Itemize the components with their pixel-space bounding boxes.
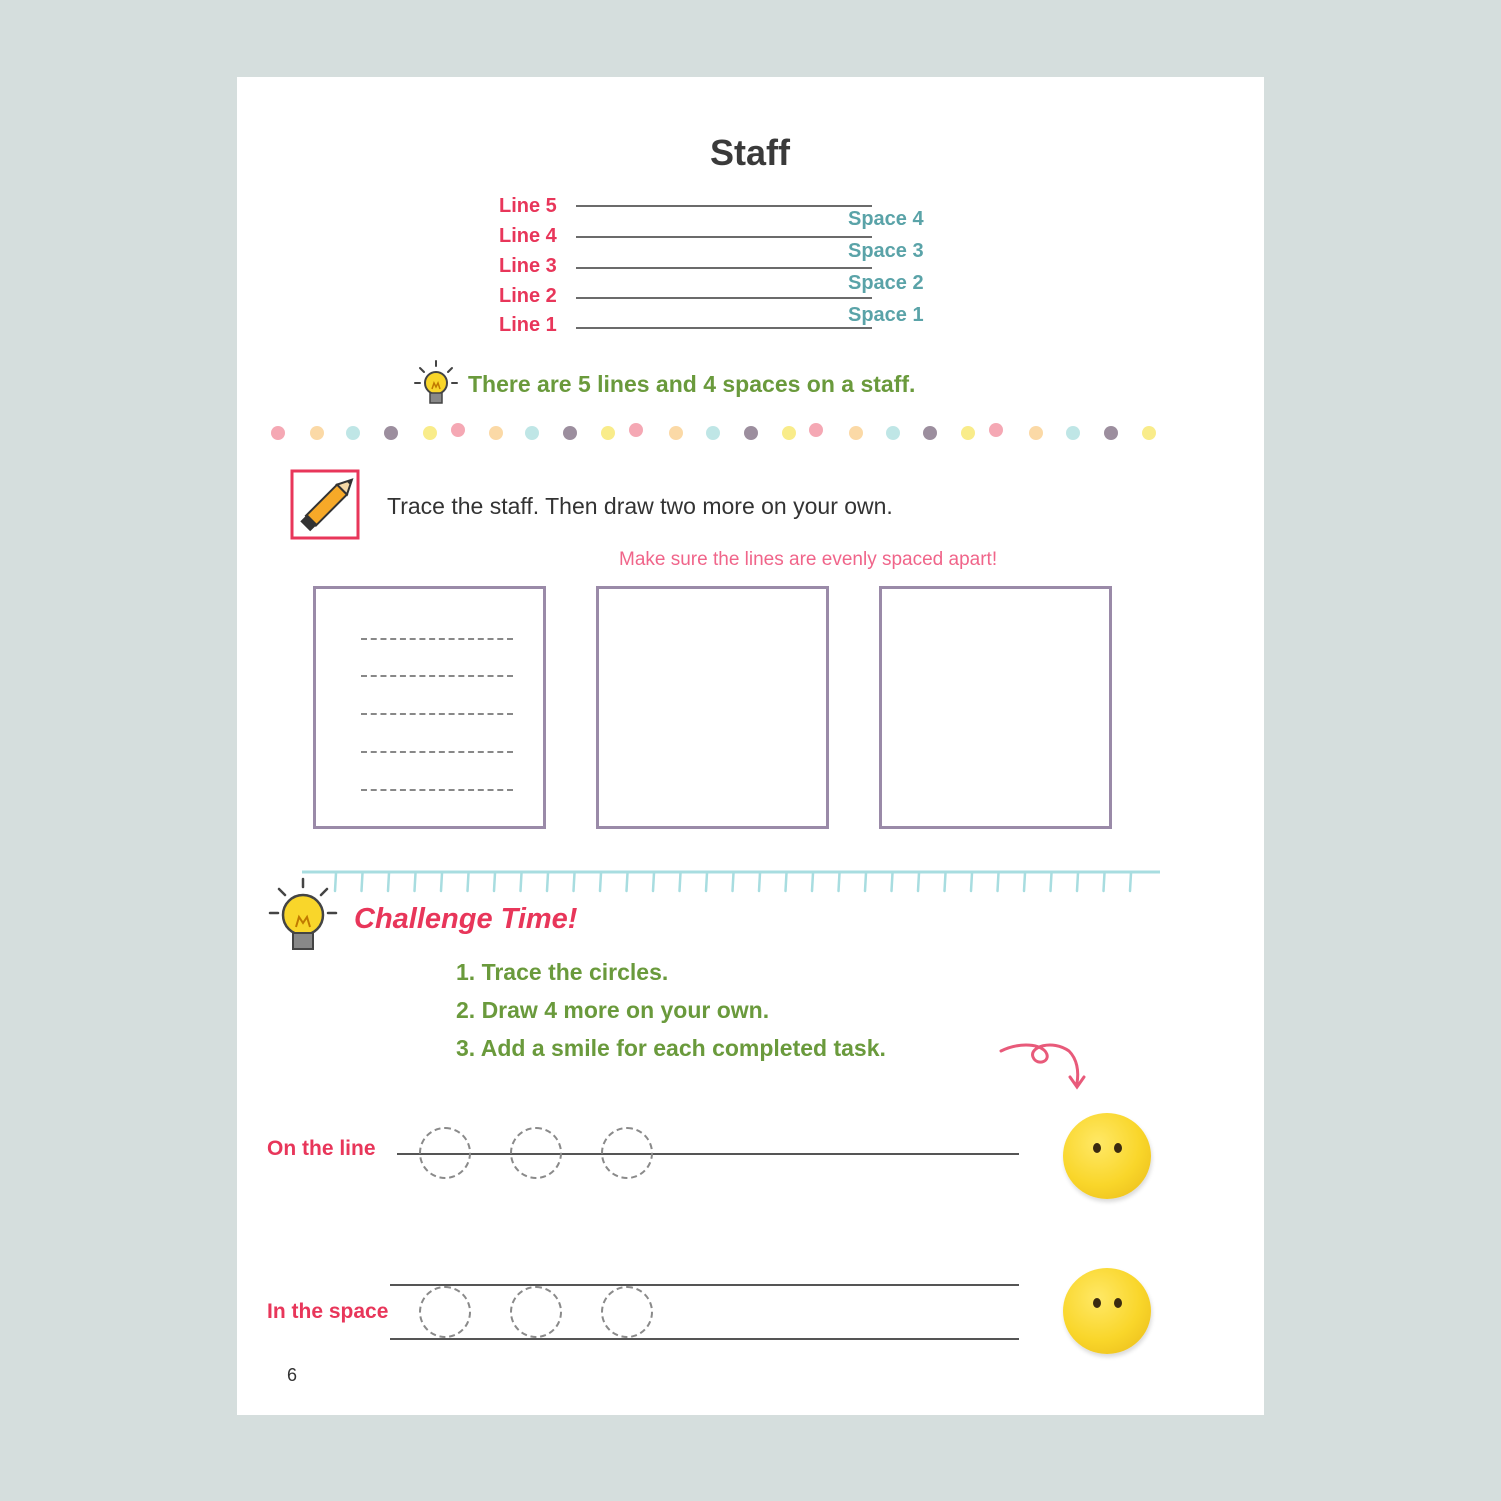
line-label: Line 4	[499, 225, 557, 247]
lightbulb-icon	[412, 359, 460, 409]
challenge-step: 2. Draw 4 more on your own.	[456, 997, 770, 1023]
smiley-face-icon[interactable]	[1063, 1268, 1151, 1354]
divider-dot	[989, 423, 1003, 437]
trace-circle[interactable]	[510, 1286, 562, 1338]
trace-circle[interactable]	[419, 1127, 471, 1179]
activity-instruction: Trace the staff. Then draw two more on your own.	[387, 493, 893, 519]
divider-dot	[809, 423, 823, 437]
dashed-staff-line	[361, 638, 513, 640]
divider-dot	[271, 426, 285, 440]
space-label: Space 4	[848, 208, 924, 230]
writing-line	[390, 1338, 1019, 1340]
trace-circle[interactable]	[510, 1127, 562, 1179]
divider-dot	[669, 426, 683, 440]
smiley-eye	[1114, 1143, 1122, 1153]
page-title: Staff	[710, 132, 790, 173]
dashed-staff-line	[361, 789, 513, 791]
draw-staff-box[interactable]	[879, 586, 1112, 829]
divider-dot	[1104, 426, 1118, 440]
challenge-step: 1. Trace the circles.	[456, 959, 669, 985]
line-label: Line 2	[499, 285, 557, 307]
dashed-staff-line	[361, 675, 513, 677]
tip-text: There are 5 lines and 4 spaces on a staff.	[468, 371, 916, 397]
challenge-step: 3. Add a smile for each completed task.	[456, 1035, 886, 1061]
staff-line	[576, 205, 872, 207]
writing-line	[397, 1153, 1019, 1155]
divider-dot	[525, 426, 539, 440]
dashed-staff-line	[361, 713, 513, 715]
divider-dot	[706, 426, 720, 440]
staff-line	[576, 297, 872, 299]
lightbulb-icon	[267, 877, 339, 957]
space-label: Space 2	[848, 272, 924, 294]
divider-dot	[1066, 426, 1080, 440]
divider-dot	[601, 426, 615, 440]
pencil-icon	[290, 463, 370, 541]
challenge-title: Challenge Time!	[354, 903, 578, 935]
line-label: Line 1	[499, 314, 557, 336]
divider-dot	[310, 426, 324, 440]
divider-dot	[849, 426, 863, 440]
space-label: Space 3	[848, 240, 924, 262]
smiley-eye	[1093, 1143, 1101, 1153]
divider-dot	[423, 426, 437, 440]
staff-line	[576, 327, 872, 329]
divider-dot	[782, 426, 796, 440]
line-label: Line 5	[499, 195, 557, 217]
divider-dot	[744, 426, 758, 440]
divider-dot	[629, 423, 643, 437]
dashed-staff-line	[361, 751, 513, 753]
smiley-eye	[1114, 1298, 1122, 1308]
divider-dot	[489, 426, 503, 440]
line-label: Line 3	[499, 255, 557, 277]
smiley-face-icon[interactable]	[1063, 1113, 1151, 1199]
divider-dot	[346, 426, 360, 440]
divider-dot	[451, 423, 465, 437]
divider-dot	[923, 426, 937, 440]
trace-circle[interactable]	[601, 1286, 653, 1338]
divider-dot	[384, 426, 398, 440]
divider-dot	[563, 426, 577, 440]
writing-line	[390, 1284, 1019, 1286]
fringe-divider	[302, 869, 1160, 899]
activity-note: Make sure the lines are evenly spaced apart!	[619, 549, 998, 570]
worksheet-page	[237, 77, 1264, 1415]
row-label-in-space: In the space	[267, 1300, 389, 1323]
space-label: Space 1	[848, 304, 924, 326]
curly-arrow-icon	[997, 1037, 1097, 1097]
draw-staff-box[interactable]	[596, 586, 829, 829]
divider-dot	[961, 426, 975, 440]
trace-circle[interactable]	[601, 1127, 653, 1179]
smiley-eye	[1093, 1298, 1101, 1308]
divider-dot	[1029, 426, 1043, 440]
page-number: 6	[287, 1365, 298, 1385]
row-label-on-line: On the line	[267, 1137, 376, 1160]
divider-dot	[886, 426, 900, 440]
staff-line	[576, 236, 872, 238]
trace-circle[interactable]	[419, 1286, 471, 1338]
staff-line	[576, 267, 872, 269]
divider-dot	[1142, 426, 1156, 440]
trace-staff-box[interactable]	[313, 586, 546, 829]
